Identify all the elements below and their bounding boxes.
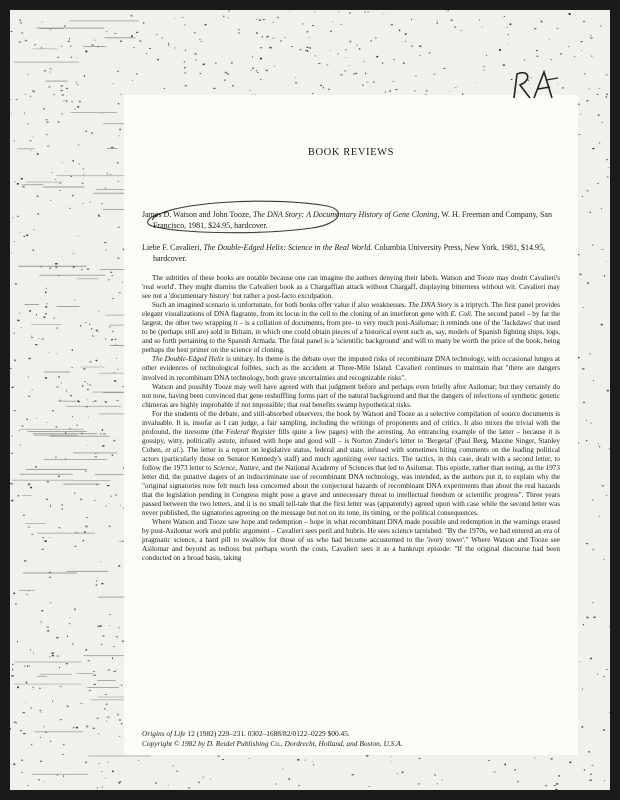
reference-2 [142, 242, 560, 264]
paragraph [142, 355, 560, 382]
text-run: Federal Register [225, 427, 276, 436]
text-run: et al. [165, 445, 181, 454]
footer-journal: Origins of Life [142, 729, 186, 738]
page-footer [142, 729, 560, 749]
reference-1-publisher: W. H. Freeman and Company, San Francisco, 1981, $24.95, hardcover. [153, 210, 552, 230]
text-run: Science, Nature, [213, 463, 261, 472]
text-run: ). The letter is a report on legislative status, federal and state, infused with sometimes biting comments on the leading political actors (particularly those on Senator Kennedy's staff) and much agonizing over tactics. The tactics, in this case, dealt with a second letter, to follow the 1973 letter to [142, 445, 561, 472]
footer-citation [142, 729, 560, 739]
text-run: Where Watson and Tooze saw hope and redemption – hope in what recombinant DNA made possible and redemption in the warnings erased by post-Asilomar work and public argument – Cavalieri sees peril and hubris. He sees science tarnished: "By the 1970s, we had entered an era of pragmatic science, a hard pill to swallow for those of us who had become accustomed to the 'ivory tower'." Where Watson and Tooze see Asilomar and beyond as tedious but perhaps worth the costs, Cavalieri sees it as a bankrupt episode: "If the original discourse had been conducted on a broad basis, taking [142, 518, 560, 563]
article [142, 10, 560, 790]
paragraph [142, 274, 560, 301]
paragraph [142, 410, 560, 519]
review-body [142, 274, 560, 564]
reference-1-authors: James D. Watson and John Tooze, [142, 210, 251, 219]
text-run: The subtitles of these books are notable because one can imagine the authors denying their labels. Watson and Tooze may doubt Cavalieri's 'real world'. They might dismiss the Calvalieri book as a Chargaffian attack without Chargaff, displaying bitterness without wit. Cavalieri may see not a 'documentary history' but rather a post-facto exculpation. [142, 274, 560, 301]
footer-copyright [142, 739, 560, 749]
text-run: The second panel – by far the largest, the other two wrapping it – is a collation of documents, from pre- to very much post-Asilomar; it reminds one of the 'Jackdaws' that used to be (perhaps still are) sold in Britain, in which one could obtain pieces of a historical event such as, say, models of Spanish fighting ships, logs, and so forth pertaining to the Spanish Armada. The final panel is a 'scientific background' and will to many be worth the price of the book, being perhaps the best primer on the science of cloning. [142, 310, 560, 355]
footer-copyright-label: Copyright © 1982 [142, 739, 197, 748]
text-run: E. Coli. [450, 310, 473, 319]
footer-publisher: by D. Reidel Publishing Co., Dordrecht, Holland, and Boston, U.S.A. [197, 739, 403, 748]
text-run: The Double-Edged Helix [152, 355, 225, 364]
text-run: Watson and possibly Tooze may well have agreed with that judgment before and perhaps even briefly after Asilomar; but they certainly do not now, having been convinced that gene reshuffling forms part of the natural background and that the dangers of infections of synthetic genetic chimeras are highly improbable if not impossible; that real benefits swamp hypothetical risks. [142, 382, 560, 409]
reference-2-publisher: Columbia University Press, New York, 1981, $14.95, hardcover. [153, 243, 546, 263]
reference-1 [142, 209, 560, 231]
paragraph [142, 518, 560, 563]
text-run: and the National Academy of Sciences that led to Asilomar. This epistle, rather than noting, as the 1973 letter did, the putative dagers of an indiscriminate use of recombinant DNA technology, was intended, as the authors put it, to explain why the "original signatories now felt much less concerned about the conjectural hazards of recombinant DNA experiments than about the real hazards that the legislation pending in Congress might pose a grave and unnecessary threat to intellectual freedom or scientific progress". Three years passed between the two letters, and it is no small tell-tale that the first letter was (apparently) agreed upon with case while the second letter was never published, the signatories agreeing on the message but not on its tone, its timing, or the political consequences. [142, 463, 560, 518]
footer-volume: 12 (1982) 229–231. 0302–1688/82/0122–0229 $00.45. [187, 729, 350, 738]
text-run: For the students of the debate, and still-absorbed observers, the book by Watson and Tooze as a selective compilation of source documents is invaluable. It is, insofar as I can judge, a fair sampling, including the writings of proponents and of critics. It also mixes the trivial with the profound, the tiresome (the [142, 409, 560, 436]
reference-1-title: The DNA Story: A Documentary History of Gene Cloning, [252, 210, 440, 219]
reference-2-title: The Double-Edged Helix: Science in the Real World. [203, 243, 373, 252]
scanned-sheet [10, 10, 610, 790]
text-run: is a triptych. The first panel provides elegant visualizations of DNA flagrante, from its locus in the cell to the cloning of an interferon gene with [142, 301, 561, 319]
text-run: is unitary. Its theme is the debate over the imputed risks of recombinant DNA technology, with occasional lunges at other evidences of technological foibles, such as the accident at Three-Mile Island. Cavalieri continues to maintain that "there are dangers involved in recombinant DNA technology, both grave uncertainties and recognizable risks". [142, 355, 560, 382]
paragraph [142, 301, 560, 355]
paragraph [142, 383, 560, 410]
text-run: Such an imagined scenario is unfortunate, for both books offer value if also weaknesses. [152, 301, 409, 310]
reference-2-authors: Liebe F. Cavalieri, [142, 243, 202, 252]
page-heading: BOOK REVIEWS [307, 147, 395, 158]
text-run: The DNA Story [408, 301, 453, 310]
text-run: fills quite a few pages) with the arresting. An entrancing example of the latter – because it is gossipy, witty, politically astute, infused with hope and good will – is Norton Zinder's letter to 'Bergetal' (Paul Berg, Maxine Singer, Stanley Cohen, [142, 427, 560, 454]
